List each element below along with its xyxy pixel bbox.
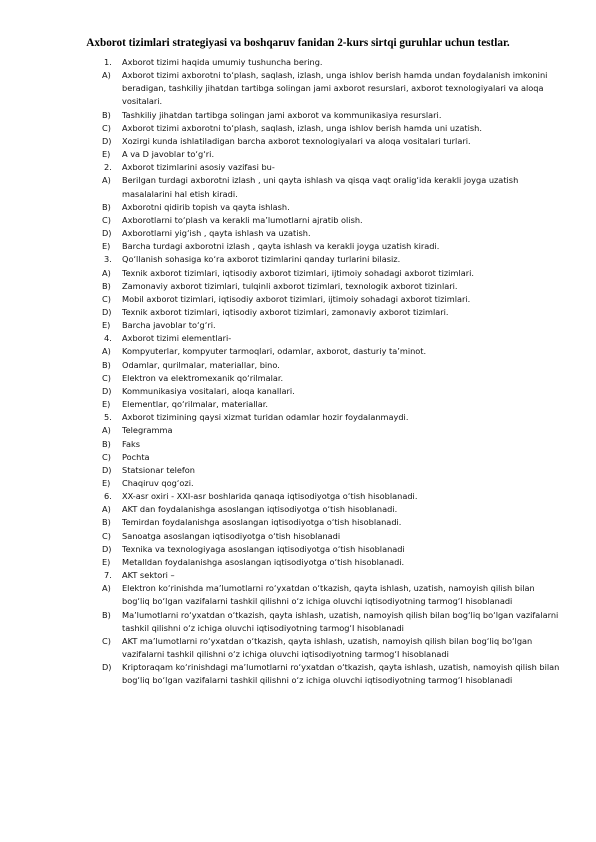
question-number: 5. <box>104 412 112 423</box>
option-text: Ma’lumotlarni ro‘yxatdan o‘tkazish, qayta ishlash, uzatish, namoyish qilish bilan bog‘liq bo‘lgan vazifalarni tashkil qilishni o‘z ichiga oluvchi iqtisodiyotning tarmog‘I hisoblanadi <box>122 609 559 633</box>
answer-option <box>92 69 562 108</box>
option-letter: C) <box>102 451 111 462</box>
option-letter: D) <box>102 228 112 239</box>
option-letter: E) <box>102 478 111 488</box>
option-letter: A) <box>102 70 111 81</box>
option-letter: C) <box>102 635 111 646</box>
answer-option <box>92 530 562 543</box>
question-item <box>92 332 562 345</box>
option-text: Kommunikasiya vositalari, aloqa kanallari. <box>122 385 295 396</box>
question-number: 1. <box>104 57 112 67</box>
question-item <box>92 253 562 266</box>
answer-option <box>92 201 562 214</box>
answer-option <box>92 293 562 306</box>
option-text: Axborot tizimi axborotni to‘plash, saqlash, izlash, unga ishlov berish hamda uni uzatish. <box>122 122 482 133</box>
answer-option <box>92 372 562 385</box>
answer-option <box>92 609 562 635</box>
answer-option <box>92 148 562 161</box>
answer-option <box>92 240 562 253</box>
option-text: Elektron va elektromexanik qo‘rilmalar. <box>122 372 284 383</box>
option-letter: D) <box>102 543 112 554</box>
option-text: Texnika va texnologiyaga asoslangan iqtisodiyotga o‘tish hisoblanadi <box>122 543 405 554</box>
answer-option <box>92 543 562 556</box>
answer-option <box>92 451 562 464</box>
answer-option <box>92 477 562 490</box>
option-letter: A) <box>102 175 111 186</box>
option-letter: C) <box>102 372 111 383</box>
option-letter: C) <box>102 122 111 133</box>
option-text: A va D javoblar to‘g‘ri. <box>122 149 215 160</box>
question-number: 3. <box>104 254 112 265</box>
answer-option <box>92 385 562 398</box>
option-text: Tashkiliy jihatdan tartibga solingan jami axborot va kommunikasiya resurslari. <box>122 109 442 120</box>
question-text: AKT sektori – <box>122 570 175 581</box>
answer-option <box>92 109 562 122</box>
option-text: AKT ma’lumotlarni ro‘yxatdan o‘tkazish, qayta ishlash, uzatish, namoyish qilish bilan bog‘liq bo‘lgan vazifalarni tashkil qilishni o‘z ichiga oluvchi iqtisodiyotning tarmog‘I hisoblanadi <box>122 635 533 660</box>
option-letter: A) <box>102 583 111 594</box>
option-text: Axborotlarni to‘plash va kerakli ma’lumotlarni ajratib olish. <box>122 214 363 225</box>
option-letter: E) <box>102 241 111 252</box>
option-text: Telegramma <box>122 425 173 436</box>
option-text: AKT dan foydalanishga asoslangan iqtisodiyotga o‘tish hisoblanadi. <box>122 504 398 515</box>
answer-option <box>92 214 562 227</box>
question-item <box>92 56 562 69</box>
answer-option <box>92 661 562 687</box>
option-letter: D) <box>102 385 112 396</box>
option-letter: A) <box>102 267 111 278</box>
document-title: Axborot tizimlari strategiyasi va boshqaruv fanidan 2-kurs sirtqi guruhlar uchun testlar. <box>86 37 510 49</box>
option-text: Axborot tizimi axborotni to‘plash, saqlash, izlash, unga ishlov berish hamda undan foydalanish imkonini beradigan, tashkiliy jihatdan tartibga solingan jami axborot resurslari, axborot texnologiyalari va aloqa vositalari. <box>122 70 548 107</box>
option-text: Axborotlarni yig‘ish , qayta ishlash va uzatish. <box>122 228 311 239</box>
question-item <box>92 490 562 503</box>
option-text: Mobil axborot tizimlari, iqtisodiy axborot tizimlari, ijtimoiy sohadagi axborot tizimlari. <box>122 293 471 304</box>
option-letter: C) <box>102 293 111 304</box>
answer-option <box>92 227 562 240</box>
option-text: Xozirgi kunda ishlatiladigan barcha axborot texnologiyalari va aloqa vositalari turlari. <box>122 135 471 146</box>
option-text: Elektron ko‘rinishda ma’lumotlarni ro‘yxatdan o‘tkazish, qayta ishlash, uzatish, namoyish qilish bilan bog‘liq bo‘lgan vazifalarni tashkil qilishni o‘z ichiga oluvchi iqtisodiyotning tarmog‘I hisoblanadi <box>122 583 535 607</box>
option-letter: E) <box>102 399 111 410</box>
option-text: Odamlar, qurilmalar, materiallar, bino. <box>122 359 280 370</box>
option-text: Axborotni qidirib topish va qayta ishlash. <box>122 201 290 212</box>
option-text: Elementlar, qo‘rilmalar, materiallar. <box>122 399 269 410</box>
question-item <box>92 569 562 582</box>
answer-option <box>92 122 562 135</box>
answer-option <box>92 135 562 148</box>
question-text: XX-asr oxiri - XXI-asr boshlarida qanaqa iqtisodiyotga o‘tish hisoblanadi. <box>122 491 418 502</box>
option-text: Faks <box>122 438 140 449</box>
answer-option <box>92 503 562 516</box>
option-text: Kriptoraqam ko‘rinishdagi ma’lumotlarni ro‘yxatdan o‘tkazish, qayta ishlash, uzatish, namoyish qilish bilan bog‘liq bo‘lgan vazifalarni tashkil qilishni o‘z ichiga oluvchi iqtisodiyotning tarmog‘I hisoblanadi <box>122 662 560 686</box>
option-letter: D) <box>102 662 112 673</box>
question-text: Axborot tizimlarini asosiy vazifasi bu- <box>122 162 275 173</box>
option-text: Zamonaviy axborot tizimlari, tulqinli axborot tizimlari, texnologik axborot tizinlari. <box>122 280 458 291</box>
option-letter: D) <box>102 464 112 475</box>
option-letter: C) <box>102 214 111 225</box>
option-text: Texnik axborot tizimlari, iqtisodiy axborot tizimlari, ijtimoiy sohadagi axborot tizimlari. <box>122 267 474 278</box>
option-letter: B) <box>102 438 111 449</box>
answer-option <box>92 345 562 358</box>
option-text: Chaqiruv qog‘ozi. <box>122 478 194 488</box>
answer-option <box>92 319 562 332</box>
option-letter: C) <box>102 530 111 541</box>
option-text: Statsionar telefon <box>122 464 195 475</box>
option-letter: E) <box>102 149 111 160</box>
question-text: Axborot tizimining qaysi xizmat turidan odamlar hozir foydalanmaydi. <box>122 412 409 423</box>
option-letter: D) <box>102 135 112 146</box>
answer-option <box>92 359 562 372</box>
option-text: Barcha javoblar to‘g‘ri. <box>122 320 216 331</box>
option-letter: B) <box>102 280 111 291</box>
question-number: 4. <box>104 333 112 344</box>
option-letter: B) <box>102 359 111 370</box>
option-letter: D) <box>102 306 112 317</box>
answer-option <box>92 267 562 280</box>
answer-option <box>92 280 562 293</box>
answer-option <box>92 516 562 529</box>
answer-option <box>92 438 562 451</box>
question-text: Axborot tizimi elementlari- <box>122 333 232 344</box>
option-text: Temirdan foydalanishga asoslangan iqtisodiyotga o‘tish hisoblanadi. <box>122 517 402 528</box>
answer-option <box>92 464 562 477</box>
option-letter: E) <box>102 556 111 567</box>
question-item <box>92 161 562 174</box>
option-letter: B) <box>102 201 111 212</box>
option-text: Texnik axborot tizimlari, iqtisodiy axborot tizimlari, zamonaviy axborot tizimlari. <box>122 306 449 317</box>
answer-option <box>92 556 562 569</box>
option-text: Barcha turdagi axborotni izlash , qayta ishlash va kerakli joyga uzatish kiradi. <box>122 241 440 252</box>
option-letter: E) <box>102 320 111 331</box>
question-item <box>92 411 562 424</box>
question-text: Axborot tizimi haqida umumiy tushuncha bering. <box>122 57 323 67</box>
option-letter: A) <box>102 425 111 436</box>
option-letter: B) <box>102 109 111 120</box>
option-text: Sanoatga asoslangan iqtisodiyotga o‘tish hisoblanadi <box>122 530 341 541</box>
question-list <box>92 56 562 688</box>
answer-option <box>92 306 562 319</box>
answer-option <box>92 174 562 200</box>
answer-option <box>92 398 562 411</box>
option-letter: A) <box>102 504 111 515</box>
question-text: Qo‘llanish sohasiga ko‘ra axborot tizimlarini qanday turlarini bilasiz. <box>122 254 401 265</box>
question-number: 2. <box>104 162 112 173</box>
question-number: 6. <box>104 491 112 502</box>
answer-option <box>92 582 562 608</box>
option-letter: B) <box>102 517 111 528</box>
question-number: 7. <box>104 570 112 581</box>
option-text: Berilgan turdagi axborotni izlash , uni qayta ishlash va qisqa vaqt oralig‘ida kerakli joyga uzatish masalalarini hal etish kiradi. <box>122 175 519 199</box>
option-text: Metalldan foydalanishga asoslangan iqtisodiyotga o‘tish hisoblanadi. <box>122 556 405 567</box>
option-letter: A) <box>102 346 111 357</box>
answer-option <box>92 635 562 661</box>
answer-option <box>92 424 562 437</box>
option-text: Kompyuterlar, kompyuter tarmoqlari, odamlar, axborot, dasturiy ta’minot. <box>122 346 427 357</box>
option-text: Pochta <box>122 451 150 462</box>
option-letter: B) <box>102 609 111 620</box>
